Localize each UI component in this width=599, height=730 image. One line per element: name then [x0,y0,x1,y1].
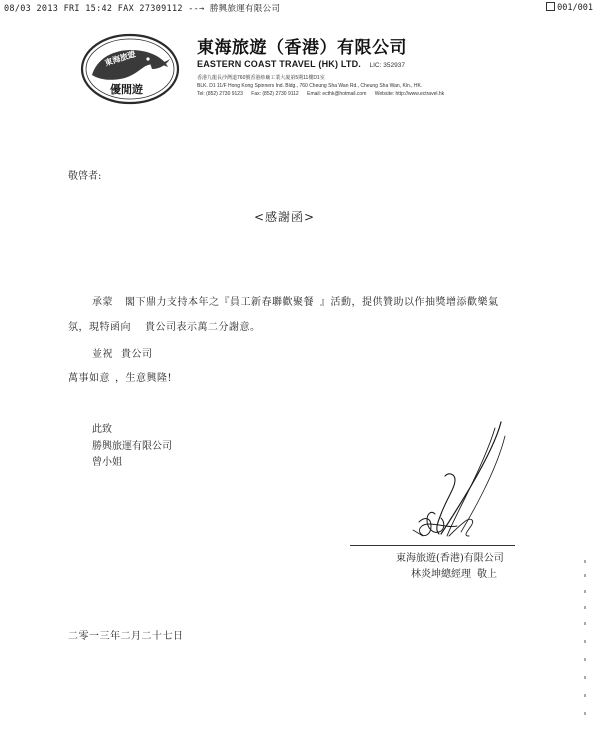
wishes-line [92,345,153,360]
fax-header-text: 08/03 2013 FRI 15:42 FAX 27309112 --→ 勝興旅運有限公司 [4,4,281,14]
blessing-text: ，生意興隆! [115,373,173,384]
body-paragraph-line-1 [92,293,499,308]
letter-title: <感謝函> [254,210,316,224]
fax-page-number: 001/001 [557,3,593,13]
salutation: 敬啓者: [68,171,102,182]
fax-transmission-header [4,2,593,14]
licence-number: LIC: 352937 [369,62,405,69]
fax-page-counter [546,2,593,13]
closing-word: 敬上 [477,569,497,580]
address-english: BLK. D1 11/F Hong Kong Spinners Ind. Bldg., 760 Cheung Sha Wan Rd., Cheung Sha Wan, Kln., HK. [197,83,423,89]
fax-page-icon [546,2,555,11]
sender-signoff [411,565,497,580]
telephone-number: Tel: (852) 2730 9123 [197,91,243,97]
handwritten-signature [405,418,515,548]
letterhead [197,38,517,98]
website-address: Website: http://www.ectravel.hk [374,91,445,97]
letter-date: 二零一三年二月二十七日 [68,631,184,642]
signature-line [350,545,515,546]
address-chinese: 香港九龍長沙灣道760號香港紗廠工業大廈第5期11樓D1室 [197,75,325,81]
body-paragraph-line-2 [68,318,261,333]
company-name-english-line [197,59,517,71]
addressee-person: 曾小姐 [92,457,122,468]
body-text-segment: 承蒙 [92,297,113,308]
addressee-company: 勝興旅運有限公司 [92,441,172,452]
company-name-english: EASTERN COAST TRAVEL (HK) LTD. [197,59,361,69]
body-text-segment: 貴公司表示萬二分謝意。 [145,322,261,333]
company-logo [80,33,180,105]
sender-company: 東海旅遊(香港)有限公司 [396,553,504,564]
fax-number: Fax: (852) 2730 9112 [251,91,299,97]
body-text-segment: 閣下鼎力支持本年之『員工新春聯歡聚餐 [125,297,314,308]
logo-brand-text: 東海旅遊 [103,49,137,68]
blessing-line [68,369,172,384]
wishes-recipient: 貴公司 [121,349,153,360]
blessing-text: 萬事如意 [68,373,110,384]
company-name-chinese: 東海旅遊（香港）有限公司 [197,38,407,58]
wishes-text: 並祝 [92,349,113,360]
sender-name: 林炎坤總經理 [411,569,471,580]
logo-slogan-text: 優閒遊 [110,83,143,96]
addressee-intro: 此致 [92,424,112,435]
email-address: Email: ecthk@hotmail.com [307,91,367,97]
scan-edge-marks [583,560,587,730]
body-text-segment: 』活動，提供贊助以作抽獎增添歡樂氣 [320,297,499,308]
contact-line [197,90,517,98]
body-text-segment: 氛，現特函向 [68,322,131,333]
